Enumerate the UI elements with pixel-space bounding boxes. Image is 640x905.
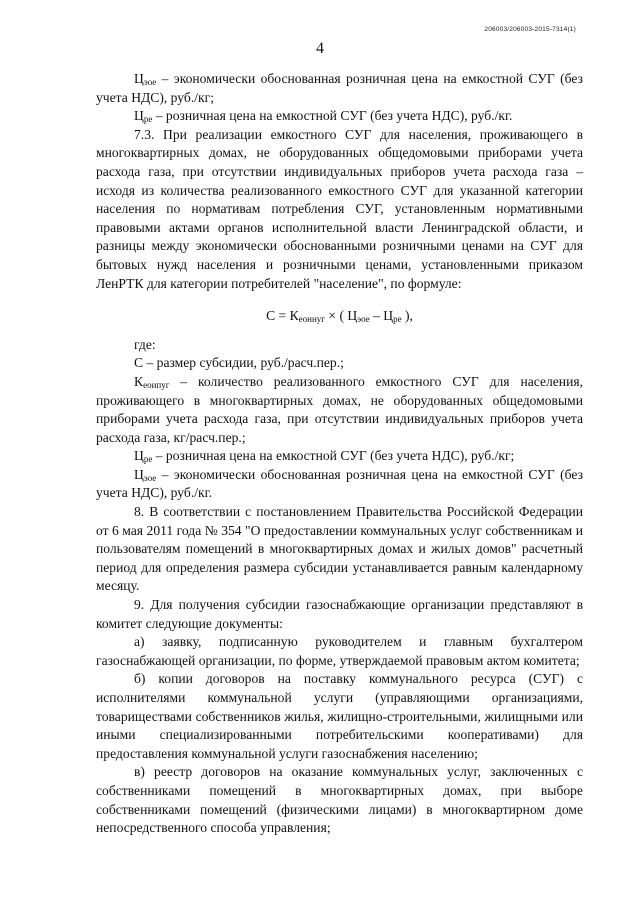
definition-text: – розничная цена на емкостной СУГ (без учета НДС), руб./кг; bbox=[152, 448, 515, 464]
symbol: Ц bbox=[134, 448, 144, 464]
paragraph-text: – экономически обоснованная розничная цена на емкостной СУГ (без учета НДС), руб./кг; bbox=[96, 71, 583, 105]
definition-price-eoe bbox=[96, 466, 583, 503]
formula bbox=[96, 307, 583, 326]
paragraph-price-eoe bbox=[96, 70, 583, 107]
formula-end: ), bbox=[401, 308, 413, 324]
formula-minus: – Ц bbox=[369, 308, 394, 324]
definition-price-re bbox=[96, 447, 583, 466]
formula-lhs: С = К bbox=[266, 308, 299, 324]
symbol: Ц bbox=[134, 71, 144, 86]
paragraph-9b: б) копии договоров на поставку коммунального ресурса (СУГ) с исполнителями коммунальной услуги (управляющими организациями, товариществами собственников жилья, жилищно-строительными, жилищными или иными специализированными потребительскими кооперативами) для предоставления коммунальной услуги газоснабжения населению; bbox=[96, 671, 583, 761]
paragraph-7-3: 7.3. При реализации емкостного СУГ для населения, проживающего в многоквартирных домах, не оборудованных общедомовыми приборами учета расхода газа, при отсутствии индивидуальных приборов учета расхода газа – исходя из количества реализованного емкостного СУГ для указанной категории населения по нормативам потребления СУГ, установленным нормативными правовыми актами органов исполнительной власти Ленинградской области, и разницы между экономически обоснованными розничными ценами на СУГ для бытовых нужд населения и розничными ценами, установленными приказом ЛенРТК для категории потребителей "население", по формуле: bbox=[96, 126, 583, 291]
paragraph-8: 8. В соответствии с постановлением Правительства Российской Федерации от 6 мая 2011 года № 354 "О предоставлении коммунальных услуг собственникам и пользователям помещений в многоквартирных домах и жилых домов" расчетный период для определения размера субсидии устанавливается равным календарному месяцу. bbox=[96, 504, 583, 594]
symbol: Ц bbox=[134, 108, 144, 124]
symbol-subscript: эое bbox=[143, 472, 157, 483]
formula-mid: × ( Ц bbox=[325, 308, 358, 324]
formula-k-subscript: еоннуг bbox=[298, 314, 325, 325]
definition-k bbox=[96, 373, 583, 447]
symbol-subscript: еоипуг bbox=[143, 379, 170, 390]
symbol-subscript: эое bbox=[143, 77, 157, 87]
document-id: 206003/206003-2015-7314(1) bbox=[484, 26, 576, 33]
where-label: где: bbox=[134, 336, 156, 352]
paragraph-9v: в) реестр договоров на оказание коммунальных услуг, заключенных с собственниками помещений в многоквартирных домах, при выборе собственниками помещений (физическими лицами) в многоквартирном доме непосредственного способа управления; bbox=[96, 764, 583, 836]
paragraph-9a: а) заявку, подписанную руководителем и главным бухгалтером газоснабжающей организации, по форме, утверждаемой правовым актом комитета; bbox=[96, 634, 583, 668]
symbol: К bbox=[134, 373, 144, 389]
definition-text: – экономически обоснованная розничная цена на емкостной СУГ (без учета НДС), руб./кг. bbox=[96, 466, 583, 501]
formula-c2-subscript: ре bbox=[393, 314, 402, 325]
definition-text: – количество реализованного емкостного СУГ для населения, проживающего в многоквартирных домах, не оборудованных общедомовыми приборами учета расхода газа, при отсутствии индивидуальных приборов учета расхода газа, кг/расч.пер.; bbox=[96, 373, 583, 445]
symbol-subscript: ре bbox=[143, 454, 153, 465]
symbol: Ц bbox=[134, 466, 144, 482]
paragraph-9: 9. Для получения субсидии газоснабжающие организации представляют в комитет следующие документы: bbox=[96, 597, 583, 631]
definition-c: С – размер субсидии, руб./расч.пер.; bbox=[134, 355, 344, 371]
page-number: 4 bbox=[316, 40, 324, 57]
paragraph-price-re bbox=[96, 107, 583, 126]
symbol-subscript: ре bbox=[143, 114, 153, 125]
paragraph-text: – розничная цена на емкостной СУГ (без учета НДС), руб./кг. bbox=[152, 108, 513, 124]
formula-c1-subscript: эое bbox=[357, 314, 370, 325]
document-body bbox=[96, 70, 583, 838]
